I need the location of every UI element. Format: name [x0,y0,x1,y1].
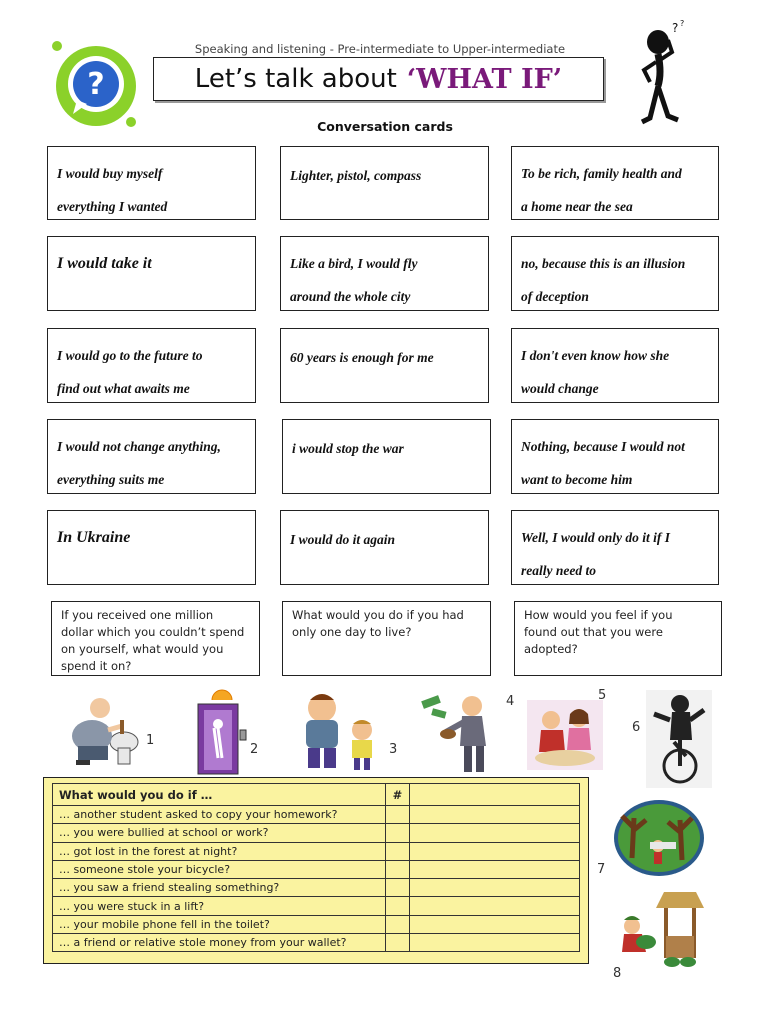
conversation-card [47,146,256,220]
question-card-line: If you received one million [61,608,214,622]
table-question-cell: … your mobile phone fell in the toilet? [53,915,386,933]
table-number-cell[interactable] [386,824,410,842]
question-card-text [524,607,713,658]
picture-number-6: 6 [632,720,641,735]
title-highlight: ‘WHAT IF’ [406,63,563,95]
card-text-line: would change [521,381,599,396]
table-question-cell: … another student asked to copy your homework? [53,806,386,824]
question-card-text [61,607,251,675]
card-text-line: To be rich, family health and [521,166,682,181]
friends-talking-picture [527,700,603,770]
table-number-cell[interactable] [386,879,410,897]
card-text-line: I would buy myself [57,166,163,181]
card-text-line: a home near the sea [521,199,633,214]
card-text-line: really need to [521,563,596,578]
bully-picture [292,686,384,774]
table-header-row [53,784,580,806]
question-card-line: only one day to live? [292,625,412,639]
card-text-line: Nothing, because I would not [521,439,685,454]
conversation-card [511,419,719,494]
table-number-cell[interactable] [386,806,410,824]
conversation-card [47,510,256,585]
conversation-card [511,510,719,585]
card-text-line: around the whole city [290,289,411,304]
card-text-line: everything I wanted [57,199,168,214]
table-answer-cell[interactable] [410,806,580,824]
table-row [53,934,580,952]
title-text: Let’s talk about [194,64,397,94]
bicycle-thief-picture [646,690,712,788]
conversation-card [280,236,489,311]
card-text-line: everything suits me [57,472,165,487]
thinking-man-icon [628,18,688,130]
question-card [514,601,722,676]
table-header-answer [410,784,580,806]
table-answer-cell[interactable] [410,879,580,897]
table-number-cell[interactable] [386,842,410,860]
card-text-line: I would not change anything, [57,439,221,454]
page-title [153,57,604,101]
watermelon-picture [616,886,708,970]
conversation-card [47,328,256,403]
card-text-line: Lighter, pistol, compass [290,168,422,183]
question-card-line: spend it on? [61,659,132,673]
table-answer-cell[interactable] [410,860,580,878]
conversation-card [280,146,489,220]
toilet-man-picture [64,690,146,768]
picture-number-7: 7 [597,862,606,877]
question-card [51,601,260,676]
lift-picture [192,688,248,776]
table-question-cell: … someone stole your bicycle? [53,860,386,878]
question-logo-icon [47,38,143,130]
card-text-line: I would do it again [290,532,396,547]
svg-text:?: ? [87,67,105,102]
card-text-line: In Ukraine [57,529,131,546]
conversation-card [511,236,719,311]
forest-picture [612,798,706,878]
question-card-line: found out that you were [524,625,663,639]
conversation-card [280,510,489,585]
table-answer-cell[interactable] [410,824,580,842]
svg-text:?: ? [680,19,685,28]
table-number-cell[interactable] [386,915,410,933]
table-answer-cell[interactable] [410,842,580,860]
conversation-card [47,419,256,494]
picture-number-3: 3 [389,742,398,757]
card-text-line: I would take it [57,255,152,272]
conversation-card [47,236,256,311]
table-number-cell[interactable] [386,860,410,878]
question-card-line: How would you feel if you [524,608,673,622]
table-number-cell[interactable] [386,934,410,952]
card-text-line: of deception [521,289,589,304]
card-text-line: I don't even know how she [521,348,670,363]
table-question-cell: … you were bullied at school or work? [53,824,386,842]
question-card-text [292,607,482,641]
svg-text:?: ? [672,21,679,35]
question-table [52,783,580,952]
section-heading: Conversation cards [317,119,453,134]
card-text-line: i would stop the war [292,441,404,456]
picture-number-2: 2 [250,742,259,757]
conversation-card [282,419,491,494]
conversation-card [280,328,489,403]
table-header-hash: # [386,784,410,806]
question-card-line: What would you do if you had [292,608,464,622]
conversation-card [511,328,719,403]
card-text-line: I would go to the future to [57,348,203,363]
conversation-card [511,146,719,220]
card-text-line: want to become him [521,472,633,487]
table-question-cell: … you were stuck in a lift? [53,897,386,915]
picture-number-1: 1 [146,733,155,748]
table-answer-cell[interactable] [410,934,580,952]
question-card-line: dollar which you couldn’t spend [61,625,245,639]
table-row [53,879,580,897]
card-text-line: no, because this is an illusion [521,256,686,271]
table-answer-cell[interactable] [410,897,580,915]
picture-number-5: 5 [598,688,607,703]
table-row [53,915,580,933]
table-question-cell: … got lost in the forest at night? [53,842,386,860]
card-text-line: 60 years is enough for me [290,350,434,365]
table-row [53,824,580,842]
question-card-line: on yourself, what would you [61,642,224,656]
picture-number-4: 4 [506,694,515,709]
table-row [53,860,580,878]
card-text-line: find out what awaits me [57,381,190,396]
table-header-question: What would you do if … [53,784,386,806]
question-card [282,601,491,676]
table-question-cell: … you saw a friend stealing something? [53,879,386,897]
table-answer-cell[interactable] [410,915,580,933]
card-text-line: Well, I would only do it if I [521,530,671,545]
table-row [53,897,580,915]
picture-number-8: 8 [613,966,622,981]
question-card-line: adopted? [524,642,578,656]
card-text-line: Like a bird, I would fly [290,256,418,271]
table-number-cell[interactable] [386,897,410,915]
table-row [53,842,580,860]
table-question-cell: … a friend or relative stole money from your wallet? [53,934,386,952]
table-row [53,806,580,824]
stealing-picture [416,688,506,776]
page-subtitle: Speaking and listening - Pre-intermediate to Upper-intermediate [194,42,566,56]
